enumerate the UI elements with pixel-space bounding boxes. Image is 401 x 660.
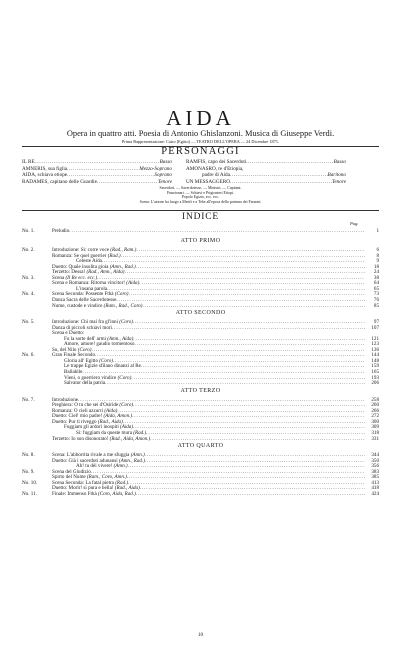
entry-title: Fuggiam gli ardori inospiti (Aida) — [64, 424, 134, 431]
entry-page: 144 — [371, 352, 379, 359]
entry-number: No. 8. — [22, 452, 35, 459]
role-name: AMNERIS, sua figlia — [22, 165, 68, 172]
entry-page: 107 — [371, 324, 379, 331]
entry-page: 418 — [371, 485, 379, 492]
entry-line — [52, 436, 379, 442]
entry-page: 18 — [373, 263, 379, 270]
entry-line — [64, 380, 379, 386]
role-name: RADAMES, capitano delle Guardie — [22, 178, 97, 185]
entry-line — [52, 303, 379, 309]
extras-line: Popolo Egizio, ecc. ecc. — [181, 195, 220, 199]
pag-column-label: Pag. — [350, 221, 359, 226]
role-name: AIDA, schiava etiope — [22, 172, 68, 179]
personaggi-heading: PERSONAGGI — [161, 146, 240, 157]
dot-leader — [105, 380, 365, 386]
entry-number: No. 5. — [22, 319, 35, 326]
entry-title: Ah! tu dèi vivere! (Amn.) — [76, 463, 128, 470]
entry-title: Le trappe Egizie sfilano dinanzi al Re — [64, 363, 141, 370]
entry-title: Romanza: O cieli azzurri (Aida) — [52, 407, 118, 414]
entry-title: Introduzione — [52, 396, 79, 403]
role-name: UN MESSAGGERO — [186, 178, 230, 185]
entry-number: No. 3. — [22, 274, 35, 281]
entry-number: No. 7. — [22, 396, 35, 403]
toc-entry — [0, 228, 401, 234]
entry-page: 193 — [371, 374, 379, 381]
entry-line — [52, 491, 379, 497]
voice-type: Soprano — [154, 172, 172, 179]
entry-title: Introduzione: Chi mai fra gl'inni (Coro) — [52, 319, 133, 326]
toc-entry — [0, 491, 401, 497]
entry-page: 9 — [376, 258, 379, 265]
entry-page: 266 — [371, 407, 379, 414]
entry-page: 344 — [371, 452, 379, 459]
dot-leader — [143, 303, 365, 309]
entry-title: Salvator della patria — [64, 380, 106, 387]
entry-title: L'insana parola — [76, 285, 108, 292]
entry-page: 136 — [371, 346, 379, 353]
entry-title: Spirto del Nume (Ram., Coro, Amn.) — [52, 474, 127, 481]
entry-number: No. 4. — [22, 291, 35, 298]
entry-page: 85 — [373, 302, 379, 309]
voice-type: Basso — [159, 159, 172, 165]
entry-page: 272 — [371, 413, 379, 420]
entry-title: Vieni, o guerriero vindice (Coro) — [64, 374, 132, 381]
entry-title: Terzetto: Io son disonorato! (Rad., Aida, Amon.) — [52, 435, 151, 442]
entry-page: 385 — [371, 474, 379, 481]
toc-entry — [0, 380, 401, 386]
indice-heading: INDICE — [182, 212, 219, 222]
entry-title: Gran Finale Secondo — [52, 352, 96, 359]
entry-title: Danza di piccoli schiavi mori — [52, 324, 112, 331]
role-name: IL RE — [22, 159, 35, 165]
entry-title: Si: fuggiam da queste mura (Rad.) — [76, 429, 147, 436]
entry-title: Introduzione: Si: corre voce (Rad., Ram.) — [52, 247, 137, 253]
role-name: AMONASRO, re d'Etiopia, — [186, 165, 244, 172]
entry-title: Duetto: Ciel! mio padre! (Aida, Amon.) — [52, 413, 133, 420]
entry-title: Fu la sorte dell' armi (Amn., Aida) — [64, 335, 134, 342]
entry-page: 97 — [373, 319, 379, 326]
entry-number: No. 11. — [22, 490, 37, 497]
entry-title: Gloria all' Egitto (Coro) — [64, 357, 113, 364]
entry-page: 76 — [373, 296, 379, 303]
extras-line: Scena: L'azione ha luogo a Menfi e a Tebe all'epoca della potenza dei Faraoni. — [139, 199, 262, 204]
entry-page: 24 — [373, 269, 379, 276]
entry-number: No. 9. — [22, 468, 35, 475]
cast-row — [0, 179, 401, 186]
entry-title: Danza Sacra delle Sacerdotesse — [52, 296, 117, 303]
entry-page: 424 — [371, 490, 379, 497]
role-name: padre di Aida — [202, 172, 230, 179]
entry-page: 331 — [371, 435, 379, 442]
extras-line: Sacerdoti, — Sacerdotesse, — Ministri, — Capitani. — [159, 186, 242, 190]
entry-number: No. 2. — [22, 247, 35, 253]
act-heading: ATTO SECONDO — [175, 310, 226, 317]
entry-title: Romanza: Se quel guerrier (Rad.) — [52, 252, 121, 259]
entry-number: No. 6. — [22, 352, 35, 359]
entry-line — [52, 228, 379, 234]
entry-page: 123 — [371, 341, 379, 348]
entry-page: 8 — [376, 252, 379, 259]
entry-page: 350 — [371, 457, 379, 464]
page-number: 10 — [197, 632, 204, 638]
entry-page: 64 — [373, 280, 379, 287]
entry-title: Scena: L'abborrita rivale a me sfuggia (Amn.) — [52, 452, 145, 459]
voice-type: Tenore — [331, 178, 346, 185]
act-heading: ATTO PRIMO — [180, 238, 221, 244]
cast-left-role — [22, 179, 172, 186]
entry-page: 159 — [371, 363, 379, 370]
premiere-line: Prima Rappresentazione: Cairo (Egitto) — TEATRO DELL'OPERA — 24 Dicembre 1871. — [121, 139, 280, 144]
voice-type: Tenore — [157, 178, 172, 185]
entry-page: 6 — [376, 247, 379, 253]
entry-page: 318 — [371, 429, 379, 436]
entry-page: 260 — [371, 402, 379, 409]
extras-line: Funzionari. — Schiavi e Prigionieri Etiopi. — [166, 190, 235, 195]
dot-leader — [150, 436, 365, 442]
entry-page: 356 — [371, 463, 379, 470]
dot-leader — [230, 179, 332, 186]
entry-page: 383 — [371, 468, 379, 475]
entry-page: 73 — [373, 291, 379, 298]
entry-page: 165 — [371, 369, 379, 375]
entry-title: Scena e Romanza: Ritorna vincitor! (Aida) — [52, 280, 140, 287]
toc-entry — [0, 436, 401, 442]
entry-title: Preludio — [52, 228, 70, 234]
entry-title: Preghiera: O tu che sei d'Osiride (Coro) — [52, 402, 134, 409]
entry-title: Nume, custode e vindice (Ram., Rad., Coro) — [52, 302, 143, 309]
entry-title: Scena (Il Re ecc. ecc.) — [52, 274, 98, 281]
entry-title: Ballabile — [64, 369, 83, 375]
entry-title: Scena Seconda: La fatal pietra (Rad.) — [52, 479, 129, 486]
voice-type: Mezzo-Soprano — [139, 165, 172, 172]
entry-page: 300 — [371, 418, 379, 425]
voice-type: Basso — [333, 159, 346, 165]
entry-page: 121 — [371, 335, 379, 342]
entry-title: Scena del Giudizio — [52, 468, 91, 475]
entry-title: Finale: Immenso Fthà (Coro, Aida, Rad.) — [52, 490, 136, 497]
entry-title: Terzetto: Dessa! (Rad., Amn., Aida) — [52, 269, 125, 276]
entry-page: 258 — [371, 396, 379, 403]
act-heading: ATTO QUARTO — [177, 443, 224, 450]
divider-rule — [22, 210, 379, 211]
entry-page: 148 — [371, 357, 379, 364]
opera-subtitle: Opera in quattro atti. Poesia di Antonio Ghislanzoni. Musica di Giuseppe Verdi. — [66, 129, 335, 138]
entry-title: Su, del Nilo (Coro) — [52, 346, 92, 353]
entry-page: 65 — [373, 285, 379, 292]
dot-leader — [136, 491, 365, 497]
dot-leader — [97, 179, 158, 186]
entry-page: 38 — [373, 274, 379, 281]
toc-entry — [0, 303, 401, 309]
voice-type: Baritono — [327, 172, 346, 179]
act-heading: ATTO TERZO — [180, 387, 221, 394]
entry-title: Duetto: Già i sacerdoti adunansi (Amn., Rad.) — [52, 457, 145, 464]
entry-number: No. 10. — [22, 479, 38, 486]
entry-title: Duetto: Morir! sì pura e bella! (Rad., Aida) — [52, 485, 140, 492]
entry-title: Duetto: Pur ti riveggo (Rad., Aida) — [52, 418, 123, 425]
entry-page: 413 — [371, 479, 379, 486]
entry-page: 206 — [371, 380, 379, 387]
entry-number: No. 1. — [22, 228, 35, 234]
dot-leader — [69, 228, 365, 234]
entry-page: 1 — [376, 228, 379, 234]
cast-right-role — [186, 179, 346, 186]
entry-title: Scena e Duetto: — [52, 330, 85, 337]
opera-title: AIDA — [166, 106, 235, 130]
role-name: RAMFIS, capo dei Sacerdoti — [186, 159, 247, 165]
entry-title: Duetto: Quale insolita gioia (Amn., Rad.) — [52, 263, 136, 270]
entry-title: Celeste Aida — [76, 258, 102, 265]
entry-title: Amore, amore! gaudio tormentoso — [64, 341, 135, 348]
entry-title: Scena Seconda: Possente Fthà (Coro) — [52, 291, 129, 298]
entry-page: 309 — [371, 424, 379, 431]
